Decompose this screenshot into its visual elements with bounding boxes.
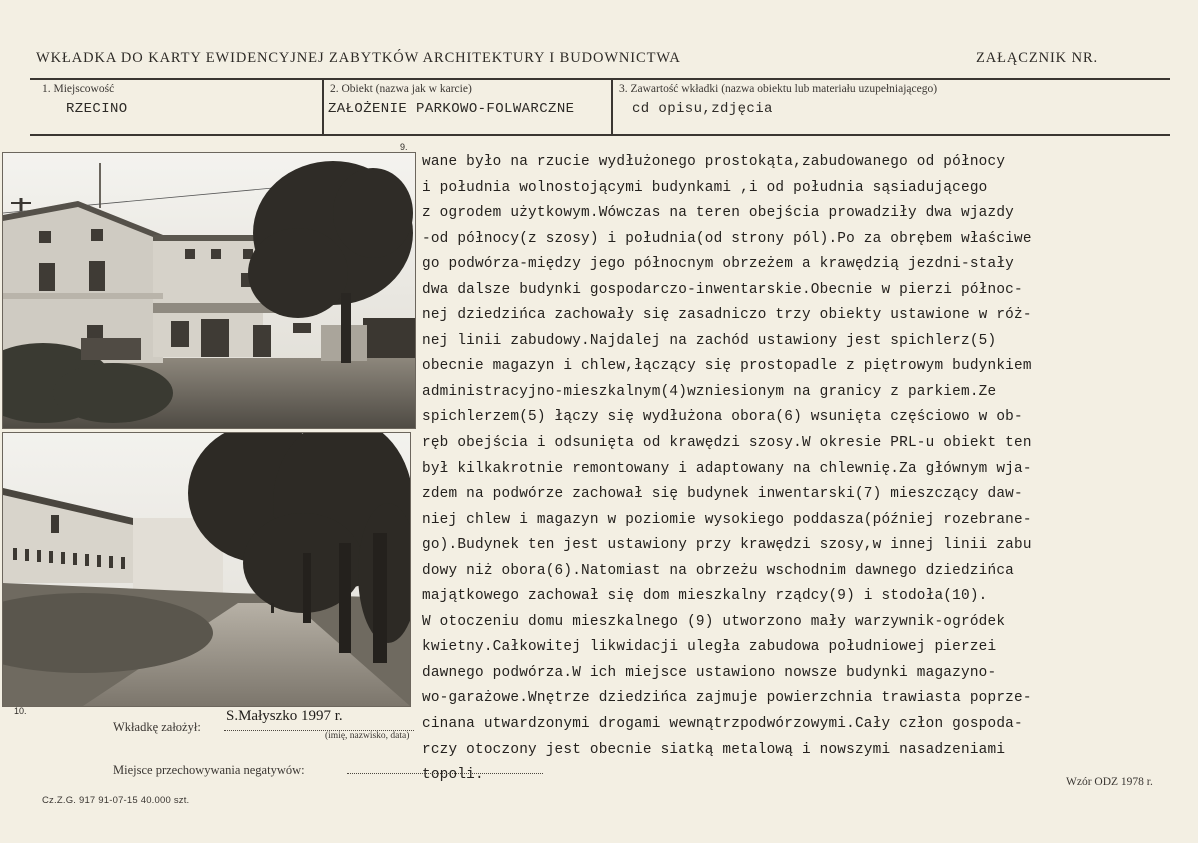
text-line: i południa wolnostojącymi budynkami ,i od południa sąsiadującego <box>422 179 988 196</box>
text-line: wane było na rzucie wydłużonego prostokąta,zabudowanego od północy <box>422 154 1006 170</box>
header-rule-top <box>30 78 1170 80</box>
text-line: obecnie magazyn i chlew,łączący się prostopadle z piętrowym budynkiem <box>422 358 1032 375</box>
text-line: administracyjno-mieszkalnym(4)wzniesionym na granicy z parkiem.Ze <box>422 383 997 400</box>
form-model: Wzór ODZ 1978 r. <box>1066 776 1153 788</box>
text-line: cinana utwardzonymi drogami wewnątrzpodwórzowymi.Cały człon gospoda- <box>422 716 1023 733</box>
negatives-line <box>347 773 543 774</box>
text-line: niej chlew i magazyn w poziomie wysokiego poddasza(później rozebrane- <box>422 511 1032 528</box>
photo-farm-buildings <box>2 152 416 429</box>
photo-number: 10. <box>14 706 27 716</box>
place-label: 1. Miejscowość <box>42 83 115 95</box>
content-value: cd opisu,zdjęcia <box>632 101 773 117</box>
description-text <box>422 150 1032 789</box>
text-line: zdem na podwórze zachował się budynek inwentarski(7) mieszczący daw- <box>422 486 1023 503</box>
text-line: go).Budynek ten jest ustawiony przy krawędzi szosy,w innej linii zabu <box>422 537 1032 554</box>
text-line: wo-garażowe.Wnętrze dziedzińca zajmuje powierzchnia trawiasta poprze- <box>422 690 1032 707</box>
text-line: topoli. <box>422 767 484 784</box>
text-line: dawnego podwórza.W ich miejsce ustawiono nowsze budynki magazyno- <box>422 664 997 681</box>
text-line: majątkowego zachował się dom mieszkalny rządcy(9) i stodoła(10). <box>422 588 988 605</box>
photo-road-barn <box>2 432 411 707</box>
text-line: ręb obejścia i odsunięta od krawędzi szosy.W okresie PRL-u obiekt ten <box>422 435 1032 452</box>
object-label: 2. Obiekt (nazwa jak w karcie) <box>330 83 472 95</box>
place-value: RZECINO <box>66 101 128 117</box>
object-value: ZAŁOŻENIE PARKOWO-FOLWARCZNE <box>328 101 575 117</box>
text-line: dwa dalsze budynki gospodarczo-inwentarskie.Obecnie w pierzi północ- <box>422 281 1023 298</box>
founded-by-label: Wkładkę założył: <box>113 720 201 734</box>
text-line: z ogrodem użytkowym.Wówczas na teren obejścia prowadziły dwa wjazdy <box>422 205 1014 222</box>
text-line: spichlerzem(5) łączy się wydłużona obora(6) wsunięta częściowo w ob- <box>422 409 1023 426</box>
content-label: 3. Zawartość wkładki (nazwa obiektu lub materiału uzupełniającego) <box>619 83 938 95</box>
text-line: nej linii zabudowy.Najdalej na zachód ustawiony jest spichlerz(5) <box>422 332 997 349</box>
text-line: nej dziedzińca zachowały się zasadniczo trzy obiekty ustawione w róż- <box>422 307 1032 324</box>
text-line: W otoczeniu domu mieszkalnego (9) utworzono mały warzywnik-ogródek <box>422 613 1006 630</box>
text-line: dowy niż obora(6).Natomiast na obrzeżu wschodnim dawnego dziedzińca <box>422 562 1014 579</box>
page-number: 9. <box>400 142 408 152</box>
text-line: rczy otoczony jest obecnie siatką metalową i nowszymi nasadzeniami <box>422 741 1006 758</box>
field-divider <box>322 80 324 134</box>
founded-by-caption: (imię, nazwisko, data) <box>325 731 410 741</box>
form-title: WKŁADKA DO KARTY EWIDENCYJNEJ ZABYTKÓW ARCHITEKTURY I BUDOWNICTWA <box>36 50 681 66</box>
negatives-label: Miejsce przechowywania negatywów: <box>113 763 305 777</box>
text-line: -od północy(z szosy) i południa(od strony pól).Po za obrębem właściwe <box>422 230 1032 247</box>
print-code: Cz.Z.G. 917 91-07-15 40.000 szt. <box>42 795 190 806</box>
field-divider <box>611 80 613 134</box>
header-rule-bottom <box>30 134 1170 136</box>
attachment-label: ZAŁĄCZNIK NR. <box>976 50 1099 66</box>
founded-by-value: S.Małyszko 1997 r. <box>226 708 343 724</box>
text-line: kwietny.Całkowitej likwidacji uległa zabudowa południowej pierzei <box>422 639 997 656</box>
text-line: był kilkakrotnie remontowany i adaptowany na chlewnię.Za głównym wja- <box>422 460 1032 477</box>
text-line: go podwórza-między jego północnym obrzeżem a krawędzią jezdni-stały <box>422 256 1014 273</box>
